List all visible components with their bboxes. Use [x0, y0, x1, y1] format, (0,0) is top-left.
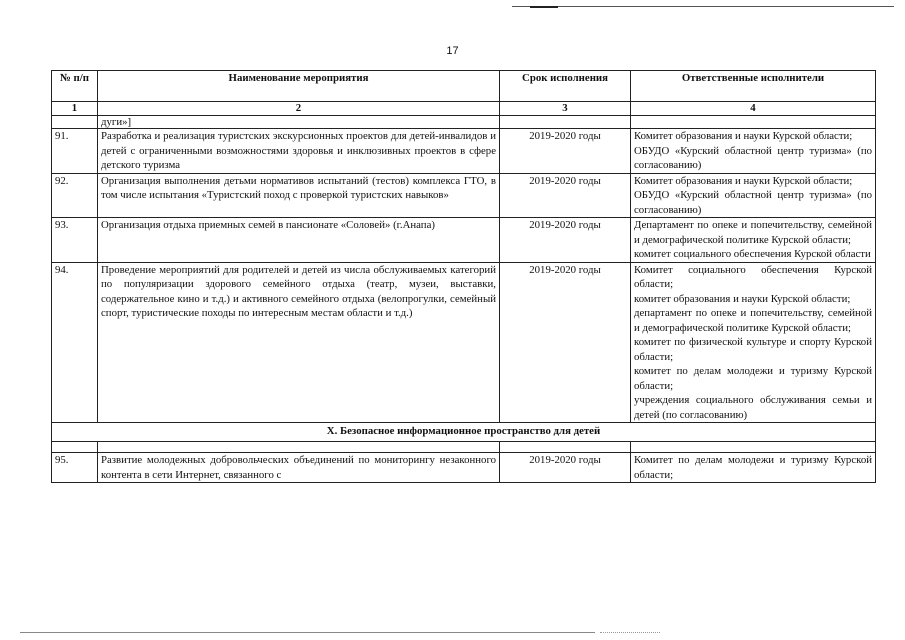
- row-number: 95.: [52, 453, 98, 483]
- responsible-line: комитет по делам молодежи и туризму Курской области;: [634, 365, 872, 392]
- header-event-name: Наименование мероприятия: [98, 71, 500, 102]
- gap-cell: [52, 442, 98, 453]
- gap-cell: [631, 442, 876, 453]
- row-number: 92.: [52, 173, 98, 218]
- header-number: № п/п: [52, 71, 98, 102]
- responsible-line: ОБУДО «Курский областной центр туризма» (по согласованию): [634, 144, 872, 171]
- header-deadline: Срок исполнения: [500, 71, 631, 102]
- row-number: 94.: [52, 262, 98, 423]
- table-row: [52, 218, 876, 263]
- responsible-line: департамент по опеке и попечительству, семейной и демографической политике Курской области;: [634, 307, 872, 334]
- event-responsible: [631, 129, 876, 174]
- event-term: 2019-2020 годы: [500, 453, 631, 483]
- responsible-line: ОБУДО «Курский областной центр туризма» (по согласованию): [634, 189, 872, 216]
- responsible-line: Департамент по опеке и попечительству, семейной и демографической политике Курской области;: [634, 219, 872, 246]
- events-table: [51, 70, 876, 483]
- event-responsible: [631, 262, 876, 423]
- row-number: 91.: [52, 129, 98, 174]
- event-responsible: [631, 218, 876, 263]
- column-index: 2: [98, 102, 500, 116]
- header-responsible: Ответственные исполнители: [631, 71, 876, 102]
- column-index: 1: [52, 102, 98, 116]
- section-title: X. Безопасное информационное пространство для детей: [52, 423, 876, 442]
- responsible-line: Комитет образования и науки Курской области;: [634, 174, 853, 187]
- table-header-row: [52, 71, 876, 102]
- table-row: [52, 262, 876, 423]
- event-responsible: Комитет по делам молодежи и туризму Курской области;: [631, 453, 876, 483]
- top-rule: [512, 6, 894, 7]
- column-index-row: [52, 102, 876, 116]
- page-number: 17: [446, 45, 459, 57]
- event-name: Разработка и реализация туристских экскурсионных проектов для детей-инвалидов и детей с ограниченными возможностями здоровья и инклюзивных проектов в сфере детского туризма: [98, 129, 500, 174]
- event-term: 2019-2020 годы: [500, 173, 631, 218]
- continuation-term-cell: [500, 116, 631, 129]
- event-name: Организация отдыха приемных семей в пансионате «Соловей» (г.Анапа): [98, 218, 500, 263]
- responsible-line: учреждения социального обслуживания семьи и детей (по согласованию): [634, 394, 872, 421]
- continuation-text: дуги»]: [98, 116, 500, 129]
- section-gap-row: [52, 442, 876, 453]
- gap-cell: [500, 442, 631, 453]
- event-responsible: [631, 173, 876, 218]
- section-row: [52, 423, 876, 442]
- continuation-row: [52, 116, 876, 129]
- event-name: Развитие молодежных добровольческих объединений по мониторингу незаконного контента в сети Интернет, связанного с: [98, 453, 500, 483]
- responsible-line: Комитет социального обеспечения Курской области;: [634, 263, 872, 290]
- row-number: 93.: [52, 218, 98, 263]
- responsible-line: Комитет образования и науки Курской области;: [634, 130, 853, 142]
- column-index: 3: [500, 102, 631, 116]
- continuation-resp-cell: [631, 116, 876, 129]
- event-term: 2019-2020 годы: [500, 218, 631, 263]
- bottom-rule: [20, 632, 595, 633]
- top-rule-segment: [530, 6, 558, 8]
- table-row: [52, 129, 876, 174]
- responsible-line: комитет образования и науки Курской области;: [634, 292, 851, 305]
- column-index: 4: [631, 102, 876, 116]
- gap-cell: [98, 442, 500, 453]
- event-name: Организация выполнения детьми нормативов испытаний (тестов) комплекса ГТО, в том числе испытания «Туристский поход с проверкой туристских навыков»: [98, 173, 500, 218]
- responsible-line: комитет социального обеспечения Курской области: [634, 248, 871, 260]
- event-term: 2019-2020 годы: [500, 262, 631, 423]
- continuation-number-cell: [52, 116, 98, 129]
- event-name: Проведение мероприятий для родителей и детей из числа обслуживаемых категорий по популяризации здорового семейного отдыха (театр, музеи, выставки, содержательное кино и т.д.) и активного семейного отдыха (велопрогулки, семейный спорт, туристические походы по интересным местам области и т.д.): [98, 262, 500, 423]
- bottom-rule-dotted: [600, 632, 660, 633]
- event-term: 2019-2020 годы: [500, 129, 631, 174]
- table-row: [52, 173, 876, 218]
- responsible-line: комитет по физической культуре и спорту Курской области;: [634, 336, 872, 363]
- table-row: [52, 453, 876, 483]
